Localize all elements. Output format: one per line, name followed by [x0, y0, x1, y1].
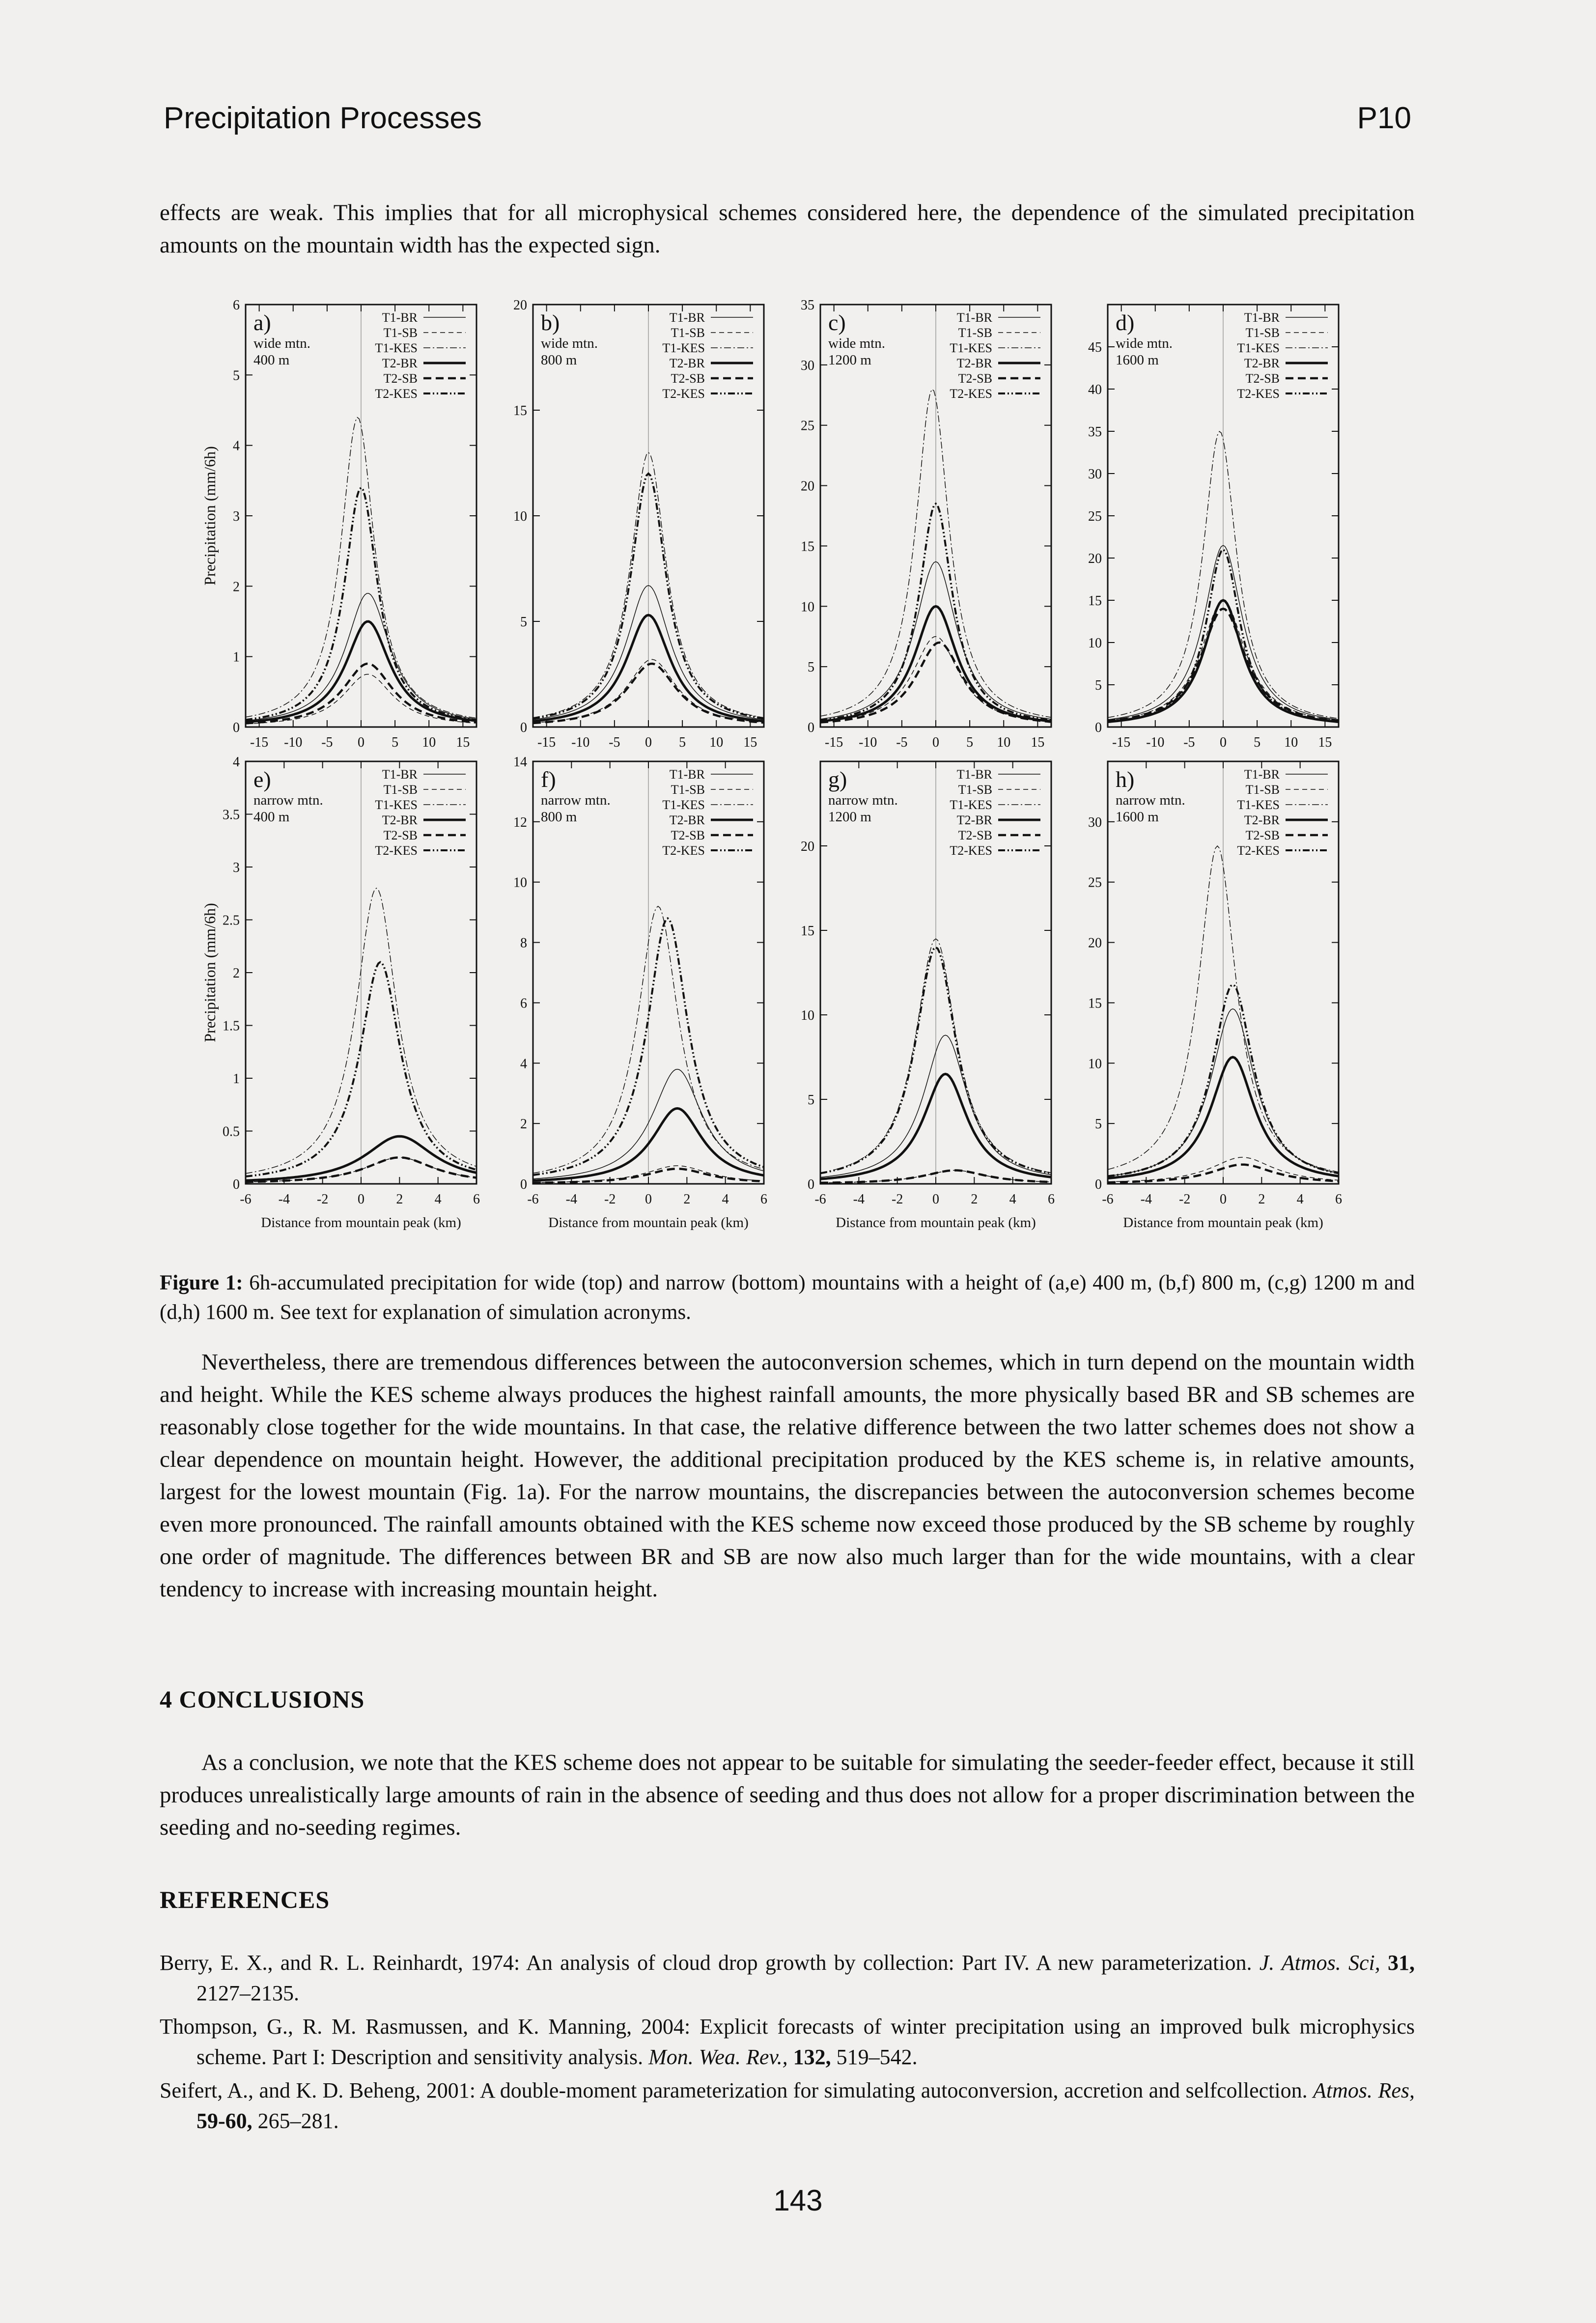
x-tick-label: -2 [604, 1192, 616, 1207]
y-tick-label: 15 [513, 403, 527, 419]
y-tick-label: 2.5 [223, 913, 240, 928]
y-tick-label: 5 [808, 1092, 814, 1108]
reference-list [160, 1948, 1415, 2139]
y-tick-label: 35 [1088, 424, 1102, 440]
y-tick-label: 0 [808, 720, 814, 735]
y-tick-label: 20 [801, 478, 814, 494]
y-tick-label: 15 [801, 924, 814, 939]
legend-entry-label: T1-KES [1237, 341, 1280, 355]
legend-entry-label: T1-BR [669, 767, 705, 782]
y-tick-label: 0 [233, 1177, 240, 1192]
y-tick-label: 10 [801, 1008, 814, 1023]
x-axis-label: Distance from mountain peak (km) [1123, 1215, 1323, 1231]
y-tick-label: 5 [233, 368, 240, 384]
y-axis-label: Precipitation (mm/6h) [201, 446, 219, 586]
x-tick-label: -10 [1146, 735, 1165, 750]
chart-panel-b [513, 298, 764, 750]
x-tick-label: 10 [709, 735, 724, 750]
y-tick-label: 0 [808, 1177, 814, 1192]
x-tick-label: -5 [321, 735, 333, 750]
x-tick-label: 5 [966, 735, 974, 750]
y-tick-label: 25 [801, 418, 814, 434]
x-tick-label: -2 [317, 1192, 329, 1207]
panel-label: a) [253, 310, 271, 335]
x-tick-label: 2 [971, 1192, 978, 1207]
y-tick-label: 10 [513, 875, 527, 891]
y-tick-label: 5 [520, 615, 527, 630]
mountain-type-label: wide mtn. [541, 336, 598, 351]
x-axis-label: Distance from mountain peak (km) [261, 1215, 461, 1231]
chart-panel-a [201, 298, 476, 750]
x-tick-label: 6 [473, 1192, 480, 1207]
legend-entry-label: T2-KES [662, 843, 705, 858]
mountain-type-label: wide mtn. [828, 336, 885, 351]
legend-entry-label: T1-BR [956, 767, 992, 782]
x-tick-label: -2 [892, 1192, 903, 1207]
legend-entry-label: T2-SB [958, 371, 992, 386]
conclusions-paragraph: As a conclusion, we note that the KES scheme does not appear to be suitable for simulating the seeder-feeder effect, because it still produces unrealistically large amounts of rain in the absence of seeding and thus does not allow for a proper discrimination between the seeding and no-seeding regimes. [160, 1750, 1415, 1840]
y-tick-label: 3 [233, 860, 240, 875]
legend-entry-label: T1-SB [383, 783, 418, 797]
legend-entry-label: T1-BR [669, 310, 705, 325]
x-tick-label: -5 [1183, 735, 1195, 750]
legend-entry-label: T1-BR [1244, 767, 1280, 782]
x-tick-label: 0 [645, 735, 652, 750]
chart-panel-d [1088, 305, 1339, 750]
x-tick-label: 6 [1335, 1192, 1342, 1207]
x-tick-label: 0 [358, 1192, 364, 1207]
legend-entry-label: T2-KES [950, 387, 992, 401]
legend-entry-label: T1-SB [671, 783, 705, 797]
x-tick-label: -4 [853, 1192, 865, 1207]
legend-entry-label: T1-KES [662, 341, 705, 355]
y-tick-label: 25 [1088, 875, 1102, 891]
x-tick-label: -4 [278, 1192, 290, 1207]
legend-entry-label: T2-BR [382, 356, 418, 370]
mountain-height-label: 1200 m [828, 352, 871, 368]
mountain-type-label: narrow mtn. [828, 792, 898, 808]
x-tick-label: 5 [392, 735, 399, 750]
x-tick-label: 6 [1048, 1192, 1055, 1207]
y-tick-label: 0 [1095, 720, 1102, 735]
x-tick-label: 4 [434, 1192, 442, 1207]
x-axis-label: Distance from mountain peak (km) [548, 1215, 749, 1231]
x-tick-label: -6 [1102, 1192, 1114, 1207]
y-tick-label: 2 [520, 1117, 527, 1132]
chart-panel-f [513, 755, 767, 1231]
legend-entry-label: T1-SB [958, 783, 992, 797]
legend-entry-label: T2-BR [669, 356, 705, 370]
x-tick-label: -4 [1140, 1192, 1152, 1207]
y-tick-label: 30 [1088, 467, 1102, 482]
legend-entry-label: T2-KES [1237, 387, 1280, 401]
y-tick-label: 6 [233, 298, 240, 313]
x-tick-label: -6 [240, 1192, 252, 1207]
panel-label: g) [828, 767, 847, 792]
legend-entry-label: T2-BR [956, 356, 992, 370]
intro-paragraph: effects are weak. This implies that for all microphysical schemes considered here, the dependence of the simulated precipitation amounts on the mountain width has the expected sign. [160, 200, 1415, 258]
y-tick-label: 6 [520, 996, 527, 1011]
y-tick-label: 2 [233, 966, 240, 981]
x-tick-label: -15 [1112, 735, 1131, 750]
y-tick-label: 10 [801, 599, 814, 615]
mountain-type-label: narrow mtn. [253, 792, 323, 808]
x-tick-label: 15 [1031, 735, 1045, 750]
y-tick-label: 0.5 [223, 1124, 240, 1140]
x-axis-label: Distance from mountain peak (km) [836, 1215, 1036, 1231]
legend-entry-label: T1-KES [375, 798, 418, 812]
x-tick-label: 2 [683, 1192, 691, 1207]
legend-entry-label: T2-KES [662, 387, 705, 401]
y-tick-label: 1.5 [223, 1018, 240, 1034]
legend-entry-label: T2-BR [1244, 356, 1280, 370]
y-tick-label: 15 [1088, 996, 1102, 1011]
legend-entry-label: T1-BR [1244, 310, 1280, 325]
y-tick-label: 0 [1095, 1177, 1102, 1192]
panel-label: f) [541, 767, 556, 792]
x-tick-label: -5 [609, 735, 620, 750]
x-tick-label: 4 [722, 1192, 729, 1207]
legend-entry-label: T2-SB [383, 371, 418, 386]
y-tick-label: 40 [1088, 382, 1102, 397]
y-axis-label: Precipitation (mm/6h) [201, 903, 219, 1042]
caption-label: Figure 1: [160, 1271, 243, 1294]
y-tick-label: 10 [1088, 636, 1102, 651]
x-tick-label: -10 [284, 735, 303, 750]
y-tick-label: 5 [1095, 678, 1102, 693]
x-tick-label: -15 [250, 735, 269, 750]
legend-entry-label: T2-SB [671, 371, 705, 386]
legend-entry-label: T1-SB [1245, 783, 1280, 797]
x-tick-label: -15 [537, 735, 556, 750]
chart-panel-h [1088, 761, 1342, 1231]
legend-entry-label: T1-SB [958, 326, 992, 340]
y-tick-label: 5 [808, 660, 814, 675]
y-tick-label: 8 [520, 935, 527, 951]
y-tick-label: 12 [513, 814, 527, 830]
legend-entry-label: T2-KES [375, 843, 418, 858]
x-tick-label: 5 [679, 735, 686, 750]
y-tick-label: 30 [1088, 814, 1102, 830]
x-tick-label: 2 [396, 1192, 403, 1207]
legend-entry-label: T2-SB [1245, 371, 1280, 386]
figure-1 [196, 290, 1385, 1253]
reference-item: Berry, E. X., and R. L. Reinhardt, 1974: An analysis of cloud drop growth by collection: Part IV. A new parameterization. J. Atmos. Sci, 31, 2127–2135. [160, 1951, 1415, 2005]
y-tick-label: 15 [1088, 593, 1102, 609]
y-tick-label: 4 [233, 755, 240, 770]
y-tick-label: 30 [801, 358, 814, 373]
mountain-type-label: narrow mtn. [1116, 792, 1185, 808]
y-tick-label: 2 [233, 579, 240, 595]
y-tick-label: 4 [520, 1056, 527, 1072]
y-tick-label: 14 [513, 755, 527, 770]
y-tick-label: 5 [1095, 1117, 1102, 1132]
reference-item: Thompson, G., R. M. Rasmussen, and K. Manning, 2004: Explicit forecasts of winter precipitation using an improved bulk microphysics scheme. Part I: Description and sensitivity analysis. Mon. Wea. Rev., 132, 519–542. [160, 2015, 1415, 2069]
mountain-height-label: 400 m [253, 352, 290, 368]
legend-entry-label: T1-BR [956, 310, 992, 325]
mountain-type-label: wide mtn. [1116, 336, 1173, 351]
x-tick-label: 5 [1254, 735, 1261, 750]
y-tick-label: 10 [513, 509, 527, 524]
y-tick-label: 25 [1088, 509, 1102, 524]
panel-label: e) [253, 767, 271, 792]
mountain-height-label: 1200 m [828, 809, 871, 825]
legend-entry-label: T1-SB [1245, 326, 1280, 340]
y-tick-label: 20 [801, 839, 814, 854]
y-tick-label: 1 [233, 1071, 240, 1087]
y-tick-label: 1 [233, 649, 240, 665]
mountain-height-label: 1600 m [1116, 809, 1159, 825]
panel-label: h) [1116, 767, 1135, 792]
figure-1-plots [196, 290, 1385, 1253]
x-tick-label: 15 [456, 735, 470, 750]
legend-entry-label: T1-KES [375, 341, 418, 355]
x-tick-label: 0 [645, 1192, 652, 1207]
y-tick-label: 10 [1088, 1056, 1102, 1072]
y-tick-label: 20 [1088, 935, 1102, 951]
legend-entry-label: T1-SB [383, 326, 418, 340]
mountain-height-label: 1600 m [1116, 352, 1159, 368]
mountain-type-label: wide mtn. [253, 336, 310, 351]
session-code: P10 [1357, 101, 1411, 135]
legend-entry-label: T2-BR [669, 813, 705, 827]
mountain-height-label: 800 m [541, 352, 577, 368]
x-tick-label: 0 [932, 1192, 939, 1207]
body-paragraph: Nevertheless, there are tremendous differences between the autoconversion schemes, which in turn depend on the mountain width and height. While the KES scheme always produces the highest rainfall amounts, the more physically based BR and SB schemes are reasonably close together for the wide mountains. In that case, the relative difference between the two latter schemes does not show a clear dependence on mountain height. However, the additional precipitation produced by the KES scheme is, in relative amounts, largest for the lowest mountain (Fig. 1a). For the narrow mountains, the discrepancies between the autoconversion schemes become even more pronounced. The rainfall amounts obtained with the KES scheme now exceed those produced by the SB scheme by roughly one order of magnitude. The differences between BR and SB are now also much larger than for the wide mountains, with a clear tendency to increase with increasing mountain height. [160, 1349, 1415, 1602]
conclusions-heading: 4 CONCLUSIONS [160, 1685, 365, 1713]
chart-panel-e [201, 755, 480, 1231]
y-tick-label: 20 [513, 298, 527, 313]
chart-panel-c [801, 298, 1051, 750]
y-tick-label: 45 [1088, 340, 1102, 355]
y-tick-label: 0 [233, 720, 240, 735]
figure-caption [160, 1268, 1415, 1327]
legend-entry-label: T1-KES [950, 798, 992, 812]
legend-entry-label: T2-SB [671, 828, 705, 842]
legend-entry-label: T2-KES [375, 387, 418, 401]
legend-entry-label: T2-BR [956, 813, 992, 827]
legend-entry-label: T2-SB [1245, 828, 1280, 842]
x-tick-label: -6 [814, 1192, 826, 1207]
y-tick-label: 3.5 [223, 807, 240, 823]
mountain-type-label: narrow mtn. [541, 792, 611, 808]
legend-entry-label: T2-SB [958, 828, 992, 842]
y-tick-label: 0 [520, 1177, 527, 1192]
caption-text: 6h-accumulated precipitation for wide (top) and narrow (bottom) mountains with a height of (a,e) 400 m, (b,f) 800 m, (c,g) 1200 m and (d,h) 1600 m. See text for explanation of simulation acronyms. [160, 1271, 1415, 1324]
legend-entry-label: T2-BR [382, 813, 418, 827]
legend-entry-label: T1-KES [662, 798, 705, 812]
reference-item: Seifert, A., and K. D. Beheng, 2001: A double-moment parameterization for simulating autoconversion, accretion and selfcollection. Atmos. Res, 59-60, 265–281. [160, 2078, 1415, 2133]
x-tick-label: -4 [565, 1192, 577, 1207]
chart-panel-g [801, 761, 1055, 1231]
legend-entry-label: T1-BR [382, 767, 418, 782]
page-number: 143 [773, 2184, 823, 2217]
mountain-height-label: 800 m [541, 809, 577, 825]
references-heading: REFERENCES [160, 1886, 330, 1913]
legend-entry-label: T2-KES [1237, 843, 1280, 858]
legend-entry-label: T2-SB [383, 828, 418, 842]
panel-label: d) [1116, 310, 1135, 335]
x-tick-label: 15 [1318, 735, 1332, 750]
y-tick-label: 0 [520, 720, 527, 735]
y-tick-label: 15 [801, 539, 814, 555]
y-tick-label: 4 [233, 438, 240, 454]
x-tick-label: 4 [1009, 1192, 1016, 1207]
x-tick-label: -10 [571, 735, 590, 750]
x-tick-label: 15 [743, 735, 757, 750]
running-title: Precipitation Processes [164, 101, 482, 135]
x-tick-label: 6 [760, 1192, 767, 1207]
page-header [164, 101, 1411, 140]
x-tick-label: -5 [896, 735, 908, 750]
mountain-height-label: 400 m [253, 809, 290, 825]
legend-entry-label: T2-KES [950, 843, 992, 858]
x-tick-label: 0 [358, 735, 364, 750]
legend-entry-label: T2-BR [1244, 813, 1280, 827]
x-tick-label: -15 [824, 735, 843, 750]
x-tick-label: -6 [527, 1192, 539, 1207]
legend-entry-label: T1-KES [1237, 798, 1280, 812]
legend-entry-label: T1-BR [382, 310, 418, 325]
panel-label: c) [828, 310, 846, 335]
y-tick-label: 20 [1088, 551, 1102, 566]
x-tick-label: 0 [1220, 1192, 1227, 1207]
x-tick-label: -10 [859, 735, 877, 750]
x-tick-label: 10 [422, 735, 436, 750]
panel-label: b) [541, 310, 560, 335]
x-tick-label: -2 [1179, 1192, 1191, 1207]
x-tick-label: 2 [1258, 1192, 1265, 1207]
legend-entry-label: T1-KES [950, 341, 992, 355]
x-tick-label: 4 [1296, 1192, 1304, 1207]
legend-entry-label: T1-SB [671, 326, 705, 340]
x-tick-label: 10 [1284, 735, 1298, 750]
x-tick-label: 0 [1220, 735, 1227, 750]
y-tick-label: 3 [233, 509, 240, 524]
x-tick-label: 10 [997, 735, 1011, 750]
x-tick-label: 0 [932, 735, 939, 750]
y-tick-label: 35 [801, 298, 814, 313]
